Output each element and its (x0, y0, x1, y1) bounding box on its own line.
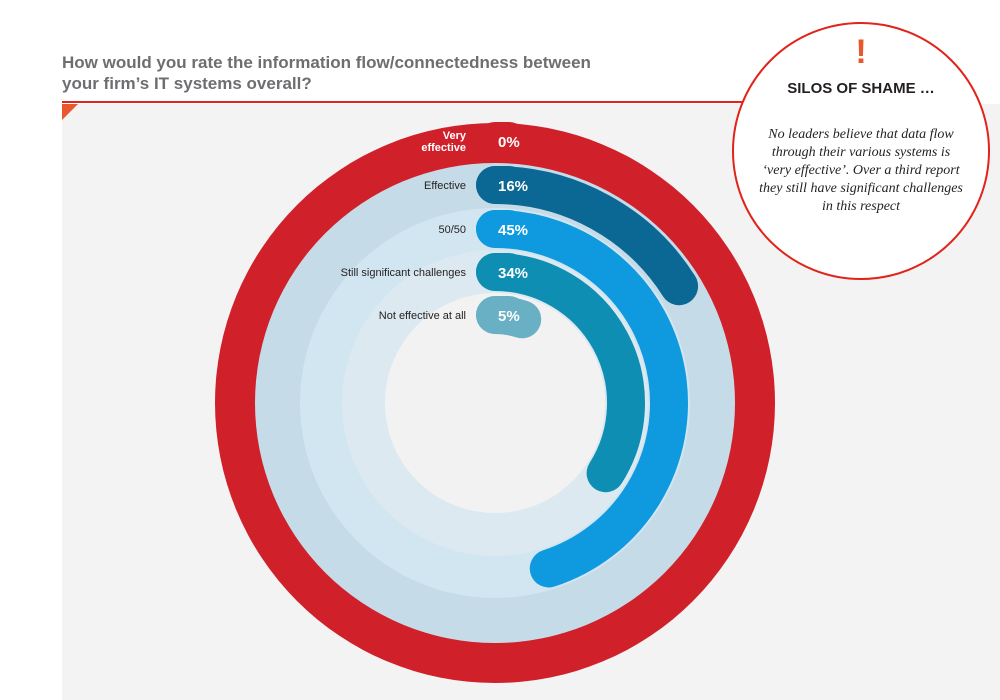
value-label-still-significant-challenges: 34% (498, 265, 529, 282)
value-label-not-effective-at-all: 5% (498, 308, 520, 325)
category-label-effective: Effective (424, 180, 466, 192)
category-label-50-50: 50/50 (438, 224, 466, 236)
category-label-very-effective: Very effective (421, 130, 466, 154)
value-label-very-effective: 0% (498, 134, 520, 151)
callout-body: No leaders believe that data flow through their various systems is ‘very effective’. Over a third report they still have significant challenges in this respect (759, 127, 963, 214)
category-label-not-effective-at-all: Not effective at all (378, 310, 466, 322)
category-label-still-significant-challenges: Still significant challenges (340, 267, 466, 279)
chart-question-title: How would you rate the information flow/connectedness between your firm’s IT systems overall? (62, 53, 591, 93)
value-label-effective: 16% (498, 178, 529, 195)
silos-of-shame-callout (732, 22, 990, 280)
callout-heading: SILOS OF SHAME … (787, 80, 935, 97)
exclamation-icon: ! (855, 33, 867, 71)
value-label-50-50: 45% (498, 222, 529, 239)
